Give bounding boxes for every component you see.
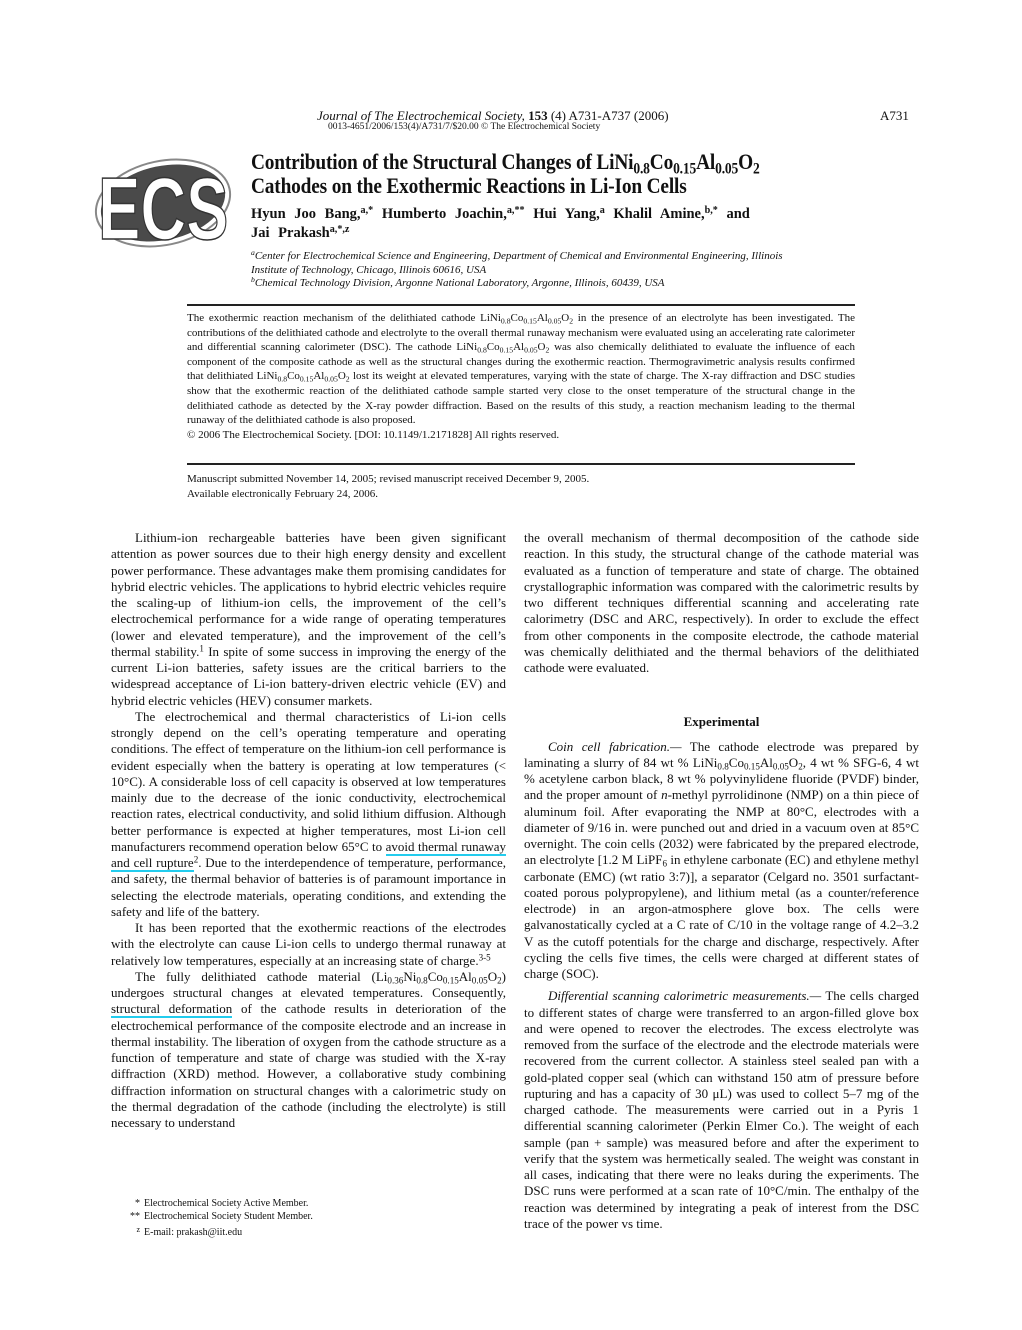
title-sub: 0.15 (673, 160, 697, 178)
paragraph: Coin cell fabrication.— The cathode electrode was prepared by laminating a slurry of 84 wt % $LiNi_{0.8}Co_{0.15}Al_{0.05}O_2$, 4 wt % SFG-6, 4 wt % acetylene carbon black, 8 wt % polyvinylidene fluoride (PVDF) binder, and the proper amount of n-methyl pyrrolidinone (NMP) on a thin piece of aluminum foil. After evaporating the NMP at 80°C, electrodes with a diameter of 9/16 in. were punched out and dried in a vacuum oven at 85°C overnight. The coin cells (2032) were fabricated by the prepared electrode, an electrolyte [1.2 M LiPF$_6$ in ethylene carbonate (EC) and ethylene methyl carbonate (EMC) (wt ratio 3:7)], a separator (Celgard no. 3501 surfactant-coated porous polypropylene), and lithium metal (as a counter/reference electrode) in an argon-atmosphere glove box. The cells were galvanostatically cycled at a C rate of C/10 in the voltage range of 4.2–3.2 V as the cutoff potentials for the charge and discharge, respectively. After cycling the cells five times, the cells were charged at different states of charge (SOC). (524, 738, 920, 981)
formula: $LiNi_{0.8}Co_{0.15}Al_{0.05}O_2$ (480, 312, 574, 326)
title-sub: 0.8 (633, 160, 650, 178)
copyright: © 2006 The Electrochemical Society. [DOI: 10.1149/1.2171828] All rights reserved. (187, 428, 560, 441)
author: Humberto Joachin,$^{a,**}$ (381, 204, 525, 222)
author-list (251, 205, 811, 243)
logo-text: ECS (98, 160, 229, 255)
paragraph: the overall mechanism of thermal decomposition of the cathode side reaction. In this study, the structural change of the cathode material was evaluated as a function of temperature and state of charge. The obtained crystallographic information was compared with the calorimetric results by two different techniques differential scanning and accelerating rate calorimetry (DSC and ARC, respectively). In order to exclude the effect from other components in the composite electrode, the cathode material was chemically delithiated and the thermal behaviors of the delithiated cathode were evaluated. (524, 530, 919, 675)
ecs-logo (92, 147, 234, 255)
abstract: The exothermic reaction mechanism of the delithiated cathode $LiNi_{0.8}Co_{0.15}Al_{0.05}O_2$ in the presence of an electrolyte has been investigated. The contributions of the delithiated cathode and electrolyte to the overall thermal runaway mechanism were evaluated using an accelerating rate calorimeter and differential scanning calorimeter (DSC). The cathode $LiNi_{0.8}Co_{0.15}Al_{0.05}O_2$ was also chemically delithiated to evaluate the influence of each component of the composite cathode as well as the structural changes during the exothermic reaction. Thermogravimetric analysis results confirmed that delithiated $LiNi_{0.8}Co_{0.15}Al_{0.05}O_2$ lost its weight at elevated temperatures, varying with the state of charge. The X-ray diffraction and DSC studies show that the exothermic reaction of the delithiated cathode sample started very close to the onset temperature of the structural change in the delithiated cathode as detected by the X-ray powder diffraction. Based on the results of this study, a reaction mechanism leading to the thermal runaway of the delithiated cathode is also proposed. © 2006 The Electrochemical Society. [DOI: 10.1149/1.2171828] All rights reserved. (187, 312, 855, 441)
author-conjunction: and (726, 206, 750, 222)
title-text: O (738, 149, 753, 174)
paragraph: The electrochemical and thermal characteristics of Li-ion cells strongly depend on the cell’s operating temperature and operating conditions. The effect of temperature on the lithium-ion cell performance is evident especially when the battery is operating at low temperatures (< 10°C). A considerable loss of cell capacity is observed at low temperatures mainly due to the decrease of the ionic conductivity, electrochemical reaction rates, electrical conductivity, and solid lithium diffusion. Although better performance is expected at higher temperatures, most Li-ion cell manufacturers recommend operation below 65°C to avoid thermal runaway and cell rupture$^2$. Due to the interdependence of temperature, performance, and safety, the thermal behavior of batteries is of paramount importance in selecting the electrode materials, operating conditions, and extending the safety and life of the battery. (111, 708, 507, 919)
paragraph: It has been reported that the exothermic reactions of the electrodes with the electrolyte can cause Li-ion cells to undergo thermal runaway at relatively low temperatures, especially at an increasing state of charge.$^{3-5}$ (111, 920, 506, 968)
author: Hui Yang,$^a$ (533, 204, 605, 222)
title-sub: 0.05 (715, 160, 739, 178)
author: Khalil Amine,$^{b,*}$ (613, 204, 718, 222)
formula: $LiNi_{0.8}Co_{0.15}Al_{0.05}O_2$ (256, 370, 350, 384)
affiliation-b: $^b$Chemical Technology Division, Argonne National Laboratory, Argonne, Illinois, 60439, USA (251, 275, 665, 289)
title-sub: 2 (752, 160, 760, 178)
highlighted-text[interactable]: structural deformation (111, 1001, 233, 1017)
body-column-left (111, 530, 506, 1131)
paragraph: The fully delithiated cathode material $(Li_{0.36}Ni_{0.8}Co_{0.15}Al_{0.05}O_2)$ undergoes structural changes at elevated temperatures. Consequently, structural deformation of the cathode results in deterioration of the electrochemical performance of the composite electrode and an increase in thermal instability. The liberation of oxygen from the cathode structure as a function of temperature and state of charge was studied with the X-ray diffraction (XRD) method. However, a collaborative study combining diffraction information on structural changes with a calorimetric study on the thermal degradation of the cathode (including the electrolyte) is still necessary to understand (111, 968, 506, 1130)
citation-ref[interactable]: 3-5 (478, 951, 491, 962)
formula: $LiNi_{0.8}Co_{0.15}Al_{0.05}O_2$ (456, 341, 550, 355)
subsection-heading: Differential scanning calorimetric measurements.— (548, 988, 822, 1004)
paragraph: Differential scanning calorimetric measurements.— The cells charged to different states of charge were transferred to an argon-filled glove box and were opened to recover the electrodes. The excess electrolyte was removed from the surface of the electrode and the electrode materials were recovered from the current collector. A stainless steel sealed pan with a gold-plated copper seal (which can withstand 150 atm of pressure before rupturing and has a capacity of 30 μL) was used to collect 5–7 mg of the charged cathode. The measurements were carried out in a Pyris 1 differential scanning calorimeter (Perkin Elmer Co.). The weight of each sample (pan + sample) was measured before and after the experiment to verify that the system was hermetically sealed. The weight was constant in all cases, indicating that there were no leaks during the experiments. The DSC runs were performed at a scan rate of 10°C/min. The enthalpy of the reaction was determined by integrating a peak of interest from the DSC trace of the power vs time. (524, 988, 919, 1231)
author: Hyun Joo Bang,$^{a,*}$ (251, 204, 374, 222)
journal-issue-pages: (4) A731-A737 (2006) (547, 108, 669, 123)
paragraph: Lithium-ion rechargeable batteries have been given significant attention as power sources due to their high energy density and excellent power performance. These advantages make them promising candidates for hybrid electric vehicles. The applications to hybrid electric vehicles require the scaling-up of lithium-ion cells, the improvement of the cell’s electrochemical performance for a wide range of operating temperatures (lower and elevated temperature), and the improvement of the cell’s thermal stability.$^1$ In spite of some success in improving the energy of the current Li-ion batteries, safety issues are the critical barriers to the widespread acceptance of Li-ion battery-driven electric vehicle (EV) and hybrid electric vehicles (HEV) consumer markets. (111, 530, 506, 708)
section-heading-experimental: Experimental (683, 714, 760, 730)
footnote: ** Electrochemical Society Student Member. (130, 1211, 313, 1222)
journal-name: Journal of The Electrochemical Society, (317, 108, 525, 123)
abstract-top-rule (187, 304, 855, 306)
affiliations (251, 250, 811, 291)
article-title (251, 150, 797, 198)
body-column-right (524, 530, 919, 1232)
footnotes (118, 1197, 313, 1239)
subsection-heading: Coin cell fabrication.— (548, 738, 682, 754)
citation-ref[interactable]: 2 (193, 854, 199, 865)
submitted-date: Manuscript submitted November 14, 2005; revised manuscript received December 9, 2005. (187, 473, 590, 485)
abstract-bottom-rule (187, 463, 855, 465)
title-line-2: Cathodes on the Exothermic Reactions in Li-Ion Cells (251, 173, 687, 198)
available-date: Available electronically February 24, 2006. (187, 487, 379, 500)
issn-line: 0013-4651/2006/153(4)/A731/7/$20.00 © The Electrochemical Society (328, 122, 601, 132)
title-text: Co (649, 149, 674, 174)
footnote: * Electrochemical Society Active Member. (135, 1198, 309, 1209)
manuscript-dates (187, 472, 855, 501)
footnote: z E-mail: prakash@iit.edu (136, 1225, 243, 1238)
citation-ref[interactable]: 1 (199, 643, 204, 654)
title-text: Contribution of the Structural Changes of LiNi (251, 149, 634, 174)
page-number: A731 (880, 108, 909, 123)
highlighted-text[interactable]: avoid thermal runaway and cell rupture (111, 838, 507, 870)
title-text: Al (696, 149, 716, 174)
affiliation-a: $^a$Center for Electrochemical Science and Engineering, Department of Chemical and Environmental Engineering, Illinois Institute of Technology, Chicago, Illinois 60616, USA (251, 248, 783, 276)
journal-volume: 153 (528, 108, 548, 123)
author: Jai Prakash$^{a,*,z}$ (251, 223, 350, 241)
